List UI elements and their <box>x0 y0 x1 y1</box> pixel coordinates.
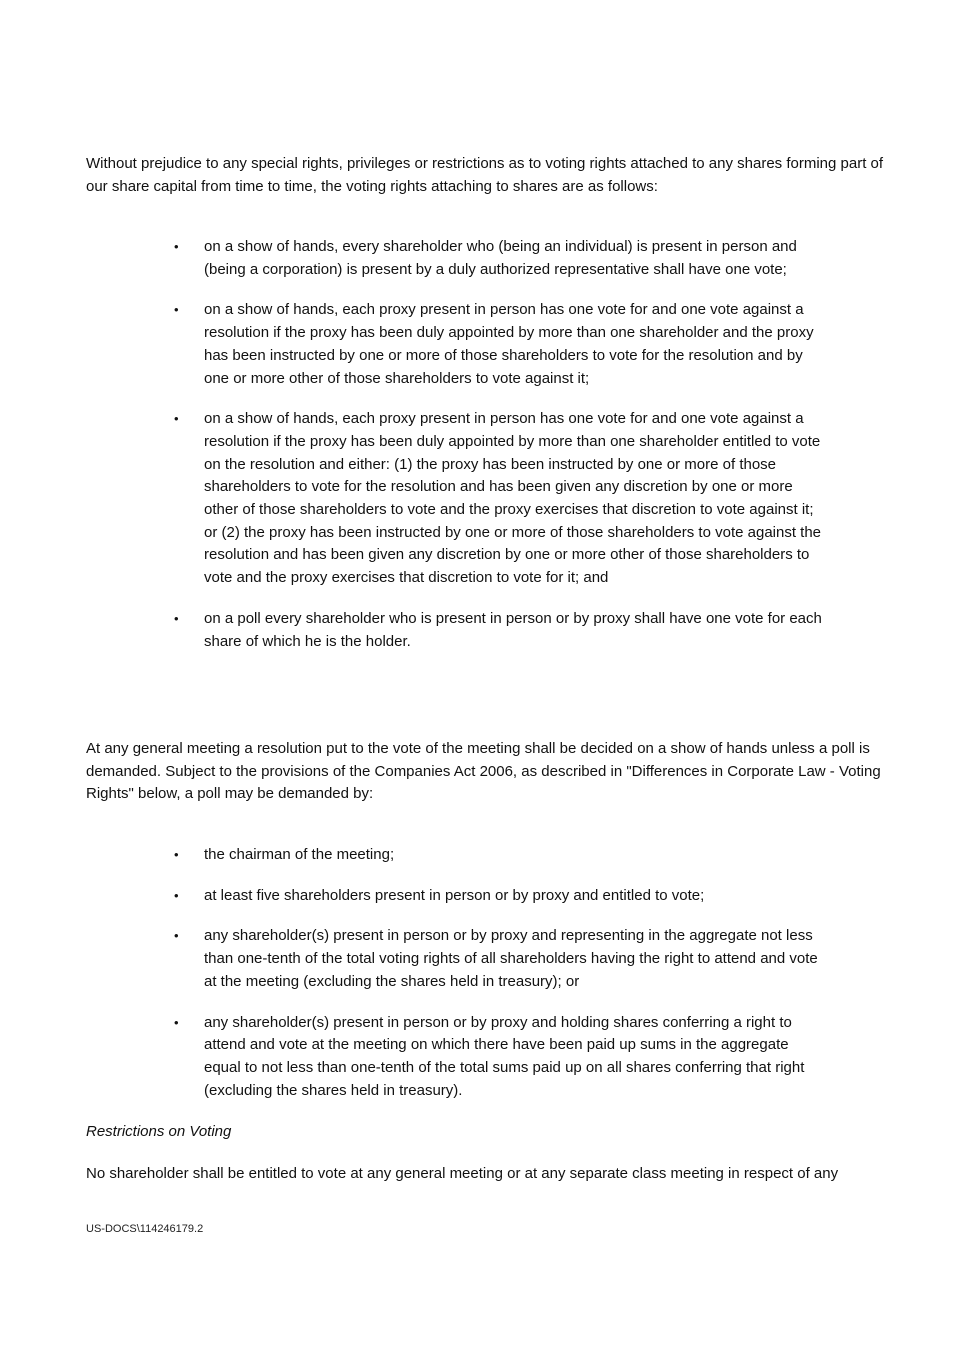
list-item-text: any shareholder(s) present in person or by proxy and representing in the aggregate not less than one-tenth of the total voting rights of all shareholders having the right to attend and vote at the meeting (excluding the shares held in treasury); or <box>204 927 818 990</box>
list-item-text: any shareholder(s) present in person or by proxy and holding shares conferring a right to attend and vote at the meeting on which there have been paid up sums in the aggregate equal to not less than one-tenth of the total sums paid up on all shares conferring that right (excluding the shares held in treasury). <box>204 1013 805 1099</box>
bullet-icon: • <box>174 610 179 626</box>
list-item <box>0 844 965 867</box>
section-heading: Restrictions on Voting <box>86 1123 232 1140</box>
list-item-text: at least five shareholders present in person or by proxy and entitled to vote; <box>204 886 705 904</box>
list-item <box>0 885 965 908</box>
bullet-icon: • <box>174 411 179 427</box>
bullet-icon: • <box>174 928 179 944</box>
list-item <box>0 236 965 281</box>
bullet-icon: • <box>174 1014 179 1030</box>
list-item-text: on a poll every shareholder who is present in person or by proxy shall have one vote for each share of which he is the holder. <box>204 609 822 650</box>
voting-rights-list <box>0 236 965 653</box>
list-item <box>0 925 965 993</box>
bullet-icon: • <box>174 847 179 862</box>
footer-document-id: US-DOCS\114246179.2 <box>86 1223 204 1235</box>
bullet-icon: • <box>174 302 179 318</box>
list-item-text: on a show of hands, each proxy present in person has one vote for and one vote against a resolution if the proxy has been duly appointed by more than one shareholder and the proxy has been instructed by one or more of those shareholders to vote for the resolution and by one or more other of those shareholders to vote against it; <box>204 301 814 387</box>
poll-paragraph: At any general meeting a resolution put to the vote of the meeting shall be decided on a show of hands unless a poll is demanded. Subject to the provisions of the Companies Act 2006, as described in "Differences in Corporate Law - Voting Rights" below, a poll may be demanded by: <box>86 740 881 803</box>
bullet-icon: • <box>174 239 179 254</box>
list-item-text: on a show of hands, each proxy present in person has one vote for and one vote against a resolution if the proxy has been duly appointed by more than one shareholder entitled to vote on the resolution and either: (1) the proxy has been instructed by one or more of those shareholders to vote for the resolution and has been given any discretion by one or more other of those shareholders to vote and the proxy exercises that discretion to vote against it; or (2) the proxy has been instructed by one or more of those shareholders to vote against the resolution and has been given any discretion by one or more other of those shareholders to vote and the proxy exercises that discretion to vote for it; and <box>204 410 822 587</box>
poll-demand-list <box>0 844 965 1102</box>
list-item <box>0 608 965 653</box>
intro-paragraph: Without prejudice to any special rights, privileges or restrictions as to voting rights attached to any shares forming part of our share capital from time to time, the voting rights attaching to shares are as follows: <box>86 155 884 195</box>
list-item-text: the chairman of the meeting; <box>204 846 395 863</box>
bullet-icon: • <box>174 887 179 903</box>
list-item <box>0 408 965 590</box>
list-item <box>0 299 965 390</box>
restrictions-paragraph: No shareholder shall be entitled to vote at any general meeting or at any separate class meeting in respect of any <box>86 1165 839 1182</box>
list-item <box>0 1012 965 1103</box>
list-item-text: on a show of hands, every shareholder who (being an individual) is present in person and (being a corporation) is present by a duly authorized representative shall have one vote; <box>204 238 797 278</box>
